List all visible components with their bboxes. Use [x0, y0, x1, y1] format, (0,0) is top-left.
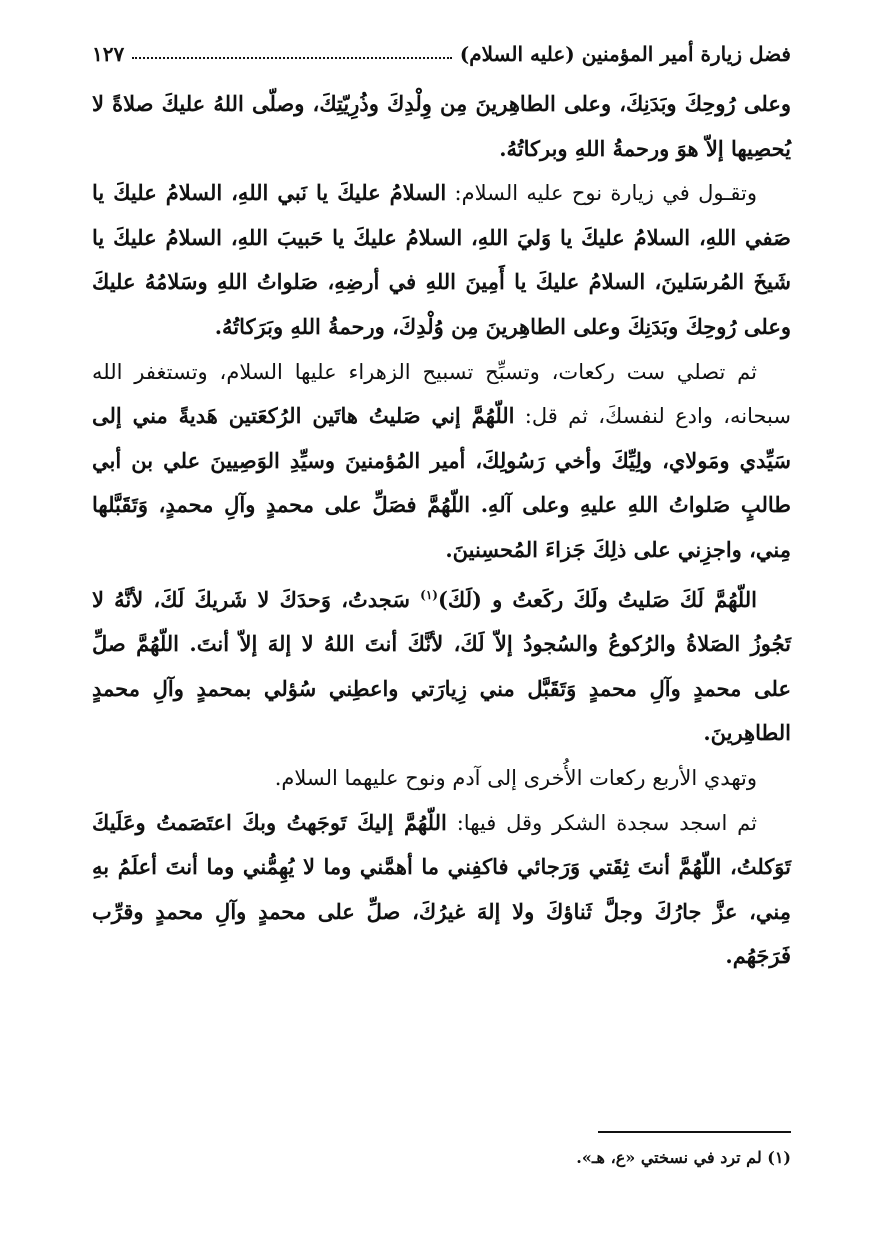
paragraph-1 — [92, 82, 791, 171]
paragraph-2-prayer: السلامُ عليكَ يا نَبي اللهِ، السلامُ عليكَ يا صَفي اللهِ، السلامُ عليكَ يا وَليَ اللهِ، السلامُ عليكَ يا حَبيبَ اللهِ، السلامُ عليكَ يا شَيخَ المُرسَلينَ، السلامُ عليكَ يا أَمِينَ اللهِ في أرضِهِ، صَلواتُ اللهِ وسَلامُهُ عليكَ وعلى رُوحِكَ وبَدَنِكَ وعلى الطاهِرينَ مِن وُلْدِكَ، ورحمةُ اللهِ وبَرَكاتُهُ. — [92, 180, 791, 339]
main-text — [92, 82, 791, 979]
paragraph-3 — [92, 350, 791, 573]
running-header — [92, 34, 791, 74]
footnote-reference[interactable]: (١) — [420, 587, 438, 602]
paragraph-4 — [92, 573, 791, 756]
paragraph-6-prayer: اللّهُمَّ إليكَ تَوجَهتُ وبكَ اعتَصَمتُ وعَلَيكَ تَوَكلتُ، اللّهُمَّ أنتَ ثِقَتي وَرَجائي فاكفِني ما أهمَّني وما لا يُهِمُّني وما أنتَ أعلَمُ بهِ مِني، عزَّ جارُكَ وجلَّ ثَناؤكَ ولا إلهَ غيرُكَ، صلِّ على محمدٍ وآلِ محمدٍ وقرِّب فَرَجَهُم. — [92, 809, 791, 969]
header-dot-leader — [132, 57, 452, 59]
paragraph-2 — [92, 171, 791, 349]
paragraph-3-intro: ثم تصلي ست ركعات، وتسبِّح تسبيح الزهراء عليها السلام، وتستغفر الله سبحانه، وادع لنفسكَ، ثم قل: — [92, 359, 791, 429]
paragraph-5-text: وتهدي الأربع ركعات الأُخرى إلى آدم ونوح عليهما السلام. — [274, 765, 757, 790]
footnote-divider — [598, 1131, 791, 1133]
paragraph-6 — [92, 801, 791, 979]
header-title: فضل زيارة أمير المؤمنين (عليه السلام) — [459, 42, 791, 66]
paragraph-6-intro: ثم اسجد سجدة الشكر وقل فيها: — [446, 810, 758, 835]
paragraph-1-text: وعلى رُوحِكَ وبَدَنِكَ، وعلى الطاهِرينَ مِن وِلْدِكَ وذُرِيّتِكَ، وصلّى اللهُ عليكَ صلاةً لا يُحصِيها إلاّ هوَ ورحمةُ اللهِ وبركاتُهُ. — [92, 91, 791, 161]
paragraph-4-text-start: اللّهُمَّ لَكَ صَليتُ ولَكَ ركَعتُ و (لَكَ) — [437, 586, 757, 612]
paragraph-2-intro: وتقـول في زيارة نوح عليه السلام: — [446, 181, 758, 206]
page-number: ١٢٧ — [92, 42, 125, 66]
paragraph-5 — [92, 756, 791, 801]
footnote: (١) لم ترد في نسختي «ع، هـ». — [576, 1148, 791, 1167]
paragraph-3-prayer: اللّهُمَّ إني صَليتُ هاتَين الرُكعَتين هَديةً مني إلى سَيِّدي ومَولاي، ولِيِّكَ وأخي رَسُولِكَ، أمير المُؤمنينَ وسيِّدِ الوَصِيينَ علي بن أبي طالبٍ صَلواتُ اللهِ عليهِ وعلى آلهِ. اللّهُمَّ فصَلِّ على محمدٍ وآلِ محمدٍ، وَتَقَبَّلها مِني، واجزِني على ذلِكَ جَزاءَ المُحسِنينَ. — [92, 403, 791, 562]
paragraph-4-text: سَجدتُ، وَحدَكَ لا شَريكَ لَكَ، لأنَّهُ لا تَجُوزُ الصَلاةُ والرُكوعُ والسُجودُ إلاّ لَكَ، لأنَّكَ أنتَ اللهُ لا إلهَ إلاّ أنتَ. اللّهُمَّ صلِّ على محمدٍ وآلِ محمدٍ وَتَقَبَّل مني زِيارَتي واعطِني سُؤلي بمحمدٍ وآلِ محمدٍ الطاهِرينَ. — [92, 586, 791, 746]
